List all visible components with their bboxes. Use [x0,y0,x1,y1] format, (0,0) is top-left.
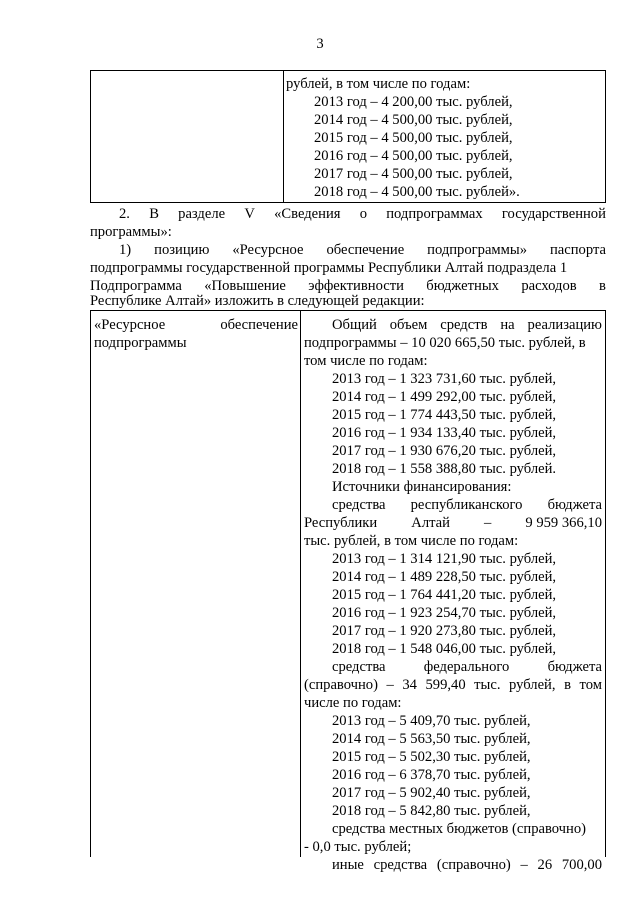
year-amount-line: 2013 год – 1 314 121,90 тыс. рублей, [332,551,557,567]
text-line: Источники финансирования: [332,479,512,495]
year-amount-line: 2017 год – 4 500,00 тыс. рублей, [314,166,513,182]
year-amount-line: 2018 год – 1 548 046,00 тыс. рублей, [332,641,557,657]
year-amount-line: 2015 год – 1 774 443,50 тыс. рублей, [332,407,557,423]
year-amount-line: 2017 год – 1 920 273,80 тыс. рублей, [332,623,557,639]
year-amount-line: 2016 год – 1 934 133,40 тыс. рублей, [332,425,557,441]
resource-table [90,310,606,873]
year-amount-line: 2016 год – 4 500,00 тыс. рублей, [314,148,513,164]
table-border-right [605,311,606,857]
year-amount-line: 2013 год – 4 200,00 тыс. рублей, [314,94,513,110]
text-line: том числе по годам: [304,353,428,369]
table-text-line: рублей, в том числе по годам: [286,76,471,92]
text-line: иные средства (справочно) – 26 700,00 [332,857,602,873]
paragraph-section-v: 2. В разделе V «Сведения о подпрограммах государственной [119,206,606,222]
paragraph-line: Республике Алтай» изложить в следующей редакции: [90,293,425,309]
text-line: Общий объем средств на реализацию [332,317,602,333]
paragraph-item-1: 1) позицию «Ресурсное обеспечение подпрограммы» паспорта [119,242,606,258]
row-label: подпрограммы [94,335,187,351]
text-line: числе по годам: [304,695,402,711]
text-line: средства федерального бюджета [332,659,602,675]
paragraph-line: Подпрограмма «Повышение эффективности бюджетных расходов в [90,278,606,294]
table-border-left [90,311,91,857]
text-line: средства местных бюджетов (справочно) [332,821,586,837]
year-amount-line: 2017 год – 5 902,40 тыс. рублей, [332,785,531,801]
year-amount-line: 2015 год – 1 764 441,20 тыс. рублей, [332,587,557,603]
text-line: подпрограммы – 10 020 665,50 тыс. рублей, в [304,335,586,351]
text-line: (справочно) – 34 599,40 тыс. рублей, в том [304,677,602,693]
table-column-divider [283,71,284,202]
year-amount-line: 2014 год – 4 500,00 тыс. рублей, [314,112,513,128]
year-amount-line: 2015 год – 4 500,00 тыс. рублей, [314,130,513,146]
text-line: средства республиканского бюджета [332,497,602,513]
paragraph-line: подпрограммы государственной программы Республики Алтай подраздела 1 [90,260,568,276]
text-line: Республики Алтай – 9 959 366,10 [304,515,602,531]
year-amount-line: 2018 год – 1 558 388,80 тыс. рублей. [332,461,557,477]
table-border-left [90,71,91,202]
year-amount-line: 2015 год – 5 502,30 тыс. рублей, [332,749,531,765]
year-amount-line: 2013 год – 1 323 731,60 тыс. рублей, [332,371,557,387]
table-continuation [90,70,606,203]
year-amount-line: 2018 год – 4 500,00 тыс. рублей». [314,184,520,200]
year-amount-line: 2018 год – 5 842,80 тыс. рублей, [332,803,531,819]
page-number: 3 [316,36,324,52]
row-label: «Ресурсное обеспечение [94,317,298,333]
text-line: - 0,0 тыс. рублей; [304,839,412,855]
year-amount-line: 2017 год – 1 930 676,20 тыс. рублей, [332,443,557,459]
year-amount-line: 2013 год – 5 409,70 тыс. рублей, [332,713,531,729]
year-amount-line: 2014 год – 1 489 228,50 тыс. рублей, [332,569,557,585]
year-amount-line: 2016 год – 6 378,70 тыс. рублей, [332,767,531,783]
table-column-divider [300,311,301,857]
text-line: тыс. рублей, в том числе по годам: [304,533,519,549]
table-border-right [605,71,606,202]
year-amount-line: 2014 год – 5 563,50 тыс. рублей, [332,731,531,747]
year-amount-line: 2016 год – 1 923 254,70 тыс. рублей, [332,605,557,621]
paragraph-line: программы»: [90,224,172,240]
year-amount-line: 2014 год – 1 499 292,00 тыс. рублей, [332,389,557,405]
